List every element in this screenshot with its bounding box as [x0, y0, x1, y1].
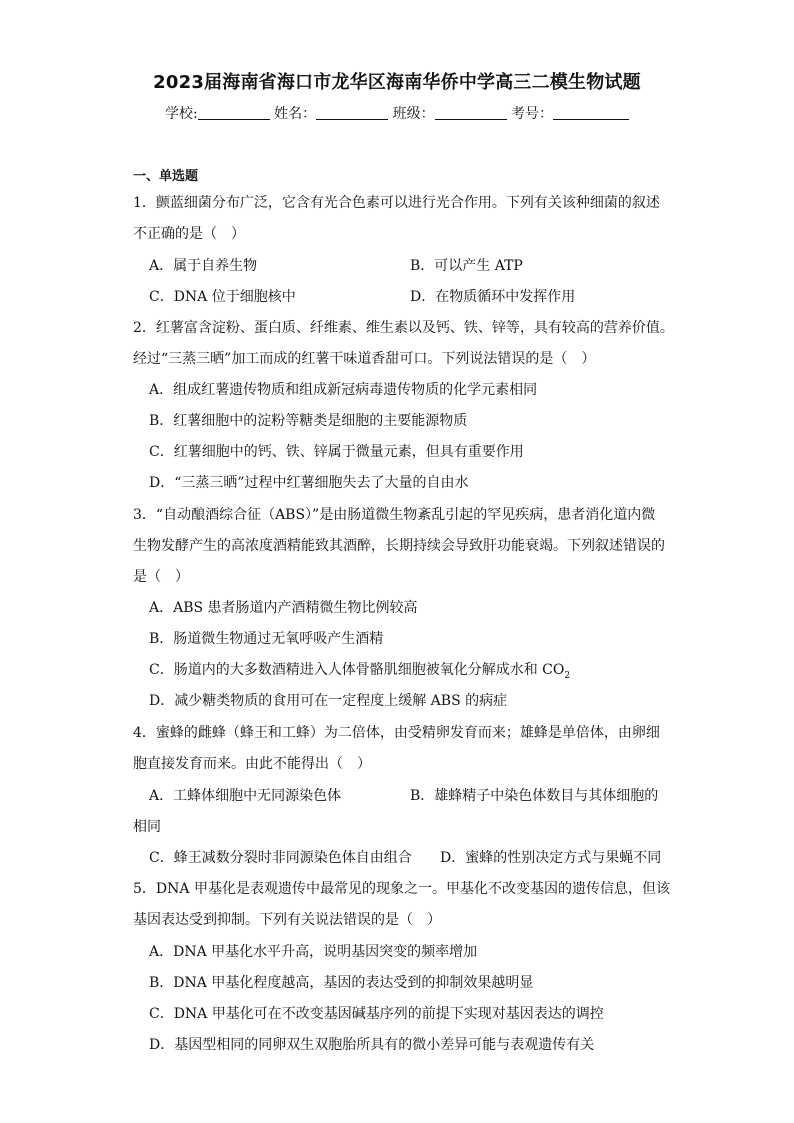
q3-option-a: A．ABS 患者肠道内产酒精微生物比例较高: [149, 600, 418, 616]
q1-option-d: D．在物质循环中发挥作用: [410, 289, 576, 305]
q4-option-a: A．工蜂体细胞中无同源染色体: [149, 788, 342, 804]
q2-stem-line1: 2．红薯富含淀粉、蛋白质、纤维素、维生素以及钙、铁、锌等，具有较高的营养价值。: [133, 320, 674, 336]
exam-number-label: 考号：: [511, 106, 554, 122]
q2-option-b: B．红薯细胞中的淀粉等糖类是细胞的主要能源物质: [149, 413, 468, 429]
q5-option-a: A．DNA 甲基化水平升高，说明基因突变的频率增加: [149, 944, 478, 960]
q1-option-c: C．DNA 位于细胞核中: [149, 289, 296, 305]
q2-stem-line2: 经过“三蒸三晒”加工而成的红薯干味道香甜可口。下列说法错误的是（ ）: [133, 351, 596, 367]
q4-option-b: B．雄蜂精子中染色体数目与其体细胞的: [410, 788, 659, 804]
q5-stem-line1: 5．DNA 甲基化是表观遗传中最常见的现象之一。甲基化不改变基因的遗传信息，但该: [133, 881, 670, 897]
q3-option-c-text: C．肠道内的大多数酒精进入人体骨骼肌细胞被氧化分解成水和 CO: [149, 662, 565, 678]
name-blank[interactable]: [316, 105, 388, 120]
exam-number-blank[interactable]: [553, 105, 629, 120]
q2-option-d: D．“三蒸三晒”过程中红薯细胞失去了大量的自由水: [149, 475, 469, 491]
q1-option-b: B．可以产生 ATP: [410, 258, 523, 274]
q4-stem-line2: 胞直接发育而来。由此不能得出（ ）: [133, 756, 371, 772]
section-heading: 一、单选题: [133, 169, 199, 184]
student-info-line: [0, 103, 794, 123]
q4-option-d: D．蜜蜂的性别决定方式与果蝇不同: [440, 850, 662, 866]
q3-stem-line1: 3．“自动酿酒综合征（ABS）”是由肠道微生物紊乱引起的罕见疾病，患者消化道内微: [133, 507, 656, 523]
q3-stem-line3: 是（ ）: [133, 569, 189, 585]
class-label: 班级：: [392, 106, 435, 122]
q2-option-c: C．红薯细胞中的钙、铁、锌属于微量元素，但具有重要作用: [149, 444, 524, 460]
exam-title: 2023届海南省海口市龙华区海南华侨中学高三二模生物试题: [153, 72, 641, 93]
q4-option-b-continued: 相同: [133, 819, 161, 835]
q4-option-c: C．蜂王减数分裂时非同源染色体自由组合: [149, 850, 412, 866]
class-blank[interactable]: [435, 105, 507, 120]
q3-option-c-subscript: 2: [564, 670, 571, 681]
school-blank[interactable]: [198, 105, 270, 120]
q3-option-c: [149, 659, 570, 681]
q5-option-d: D．基因型相同的同卵双生双胞胎所具有的微小差异可能与表观遗传有关: [149, 1037, 595, 1053]
q5-option-b: B．DNA 甲基化程度越高，基因的表达受到的抑制效果越明显: [149, 975, 534, 991]
q4-stem-line1: 4．蜜蜂的雌蜂（蜂王和工蜂）为二倍体，由受精卵发育而来；雄蜂是单倍体，由卵细: [133, 725, 660, 741]
q3-stem-line2: 生物发酵产生的高浓度酒精能致其酒醉，长期持续会导致肝功能衰竭。下列叙述错误的: [133, 538, 665, 554]
q1-option-a: A．属于自养生物: [149, 258, 258, 274]
q2-option-a: A．组成红薯遗传物质和组成新冠病毒遗传物质的化学元素相同: [149, 382, 538, 398]
q3-option-d: D．减少糖类物质的食用可在一定程度上缓解 ABS 的病症: [149, 693, 508, 709]
name-label: 姓名：: [274, 106, 317, 122]
q3-option-b: B．肠道微生物通过无氧呼吸产生酒精: [149, 631, 384, 647]
school-label: 学校:: [164, 106, 198, 122]
q1-stem-line1: 1．颤蓝细菌分布广泛，它含有光合色素可以进行光合作用。下列有关该种细菌的叙述: [133, 195, 660, 211]
q5-stem-line2: 基因表达受到抑制。下列有关说法错误的是（ ）: [133, 912, 441, 928]
q5-option-c: C．DNA 甲基化可在不改变基因碱基序列的前提下实现对基因表达的调控: [149, 1006, 604, 1022]
q1-stem-line2: 不正确的是（ ）: [133, 226, 245, 242]
